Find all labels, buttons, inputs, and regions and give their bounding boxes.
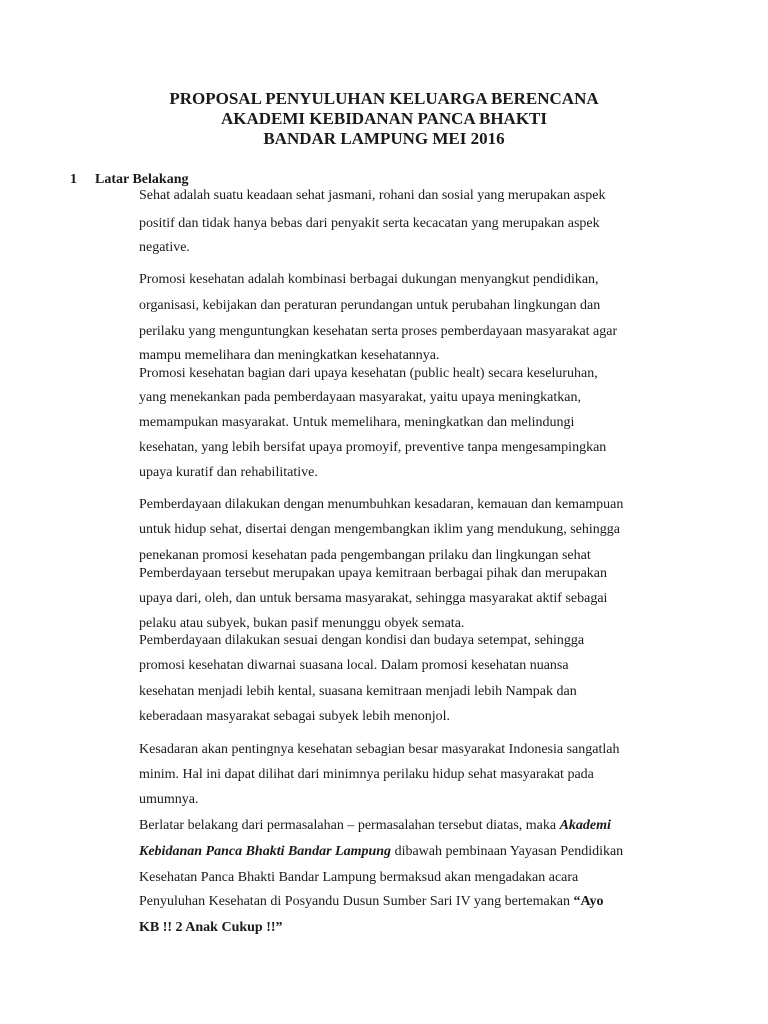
theme-text: “Ayo bbox=[573, 894, 604, 909]
body-line: Sehat adalah suatu keadaan sehat jasmani, rohani dan sosial yang merupakan aspek bbox=[139, 188, 606, 203]
body-text: dibawah pembinaan Yayasan Pendidikan bbox=[391, 844, 624, 859]
body-line: mampu memelihara dan meningkatkan kesehatannya. bbox=[139, 348, 440, 363]
body-line: Kesadaran akan pentingnya kesehatan sebagian besar masyarakat Indonesia sangatlah bbox=[139, 742, 620, 757]
body-line: yang menekankan pada pemberdayaan masyarakat, yaitu upaya meningkatkan, bbox=[139, 390, 581, 405]
title-line-2: AKADEMI KEBIDANAN PANCA BHAKTI bbox=[220, 109, 547, 128]
body-line: Promosi kesehatan bagian dari upaya kesehatan (public healt) secara keseluruhan, bbox=[139, 366, 598, 381]
title-line-3: BANDAR LAMPUNG MEI 2016 bbox=[263, 129, 505, 148]
body-line: pelaku atau subyek, bukan pasif menunggu obyek semata. bbox=[139, 616, 465, 631]
body-line: promosi kesehatan diwarnai suasana local. Dalam promosi kesehatan nuansa bbox=[139, 658, 569, 673]
body-line: upaya dari, oleh, dan untuk bersama masyarakat, sehingga masyarakat aktif sebagai bbox=[139, 591, 608, 606]
section-heading bbox=[70, 172, 188, 188]
body-line: positif dan tidak hanya bebas dari penyakit serta kecacatan yang merupakan aspek bbox=[139, 216, 600, 231]
body-line: Promosi kesehatan adalah kombinasi berbagai dukungan menyangkut pendidikan, bbox=[139, 272, 599, 287]
theme-text: KB !! 2 Anak Cukup !!” bbox=[139, 920, 283, 935]
title-line-1: PROPOSAL PENYULUHAN KELUARGA BERENCANA bbox=[169, 89, 599, 108]
body-line bbox=[139, 818, 611, 834]
body-line: negative. bbox=[139, 240, 190, 255]
institution-name: Akademi bbox=[559, 818, 611, 833]
body-line: minim. Hal ini dapat dilihat dari minimnya perilaku hidup sehat masyarakat pada bbox=[139, 767, 594, 782]
body-text: Berlatar belakang dari permasalahan – permasalahan tersebut diatas, maka bbox=[139, 818, 560, 833]
body-line: upaya kuratif dan rehabilitative. bbox=[139, 465, 318, 480]
section-number: 1 bbox=[70, 172, 77, 187]
body-line: memampukan masyarakat. Untuk memelihara, meningkatkan dan melindungi bbox=[139, 415, 575, 430]
body-line: Pemberdayaan dilakukan sesuai dengan kondisi dan budaya setempat, sehingga bbox=[139, 633, 585, 648]
body-line: penekanan promosi kesehatan pada pengembangan prilaku dan lingkungan sehat bbox=[139, 548, 591, 563]
body-line: untuk hidup sehat, disertai dengan mengembangkan iklim yang mendukung, sehingga bbox=[139, 522, 620, 537]
body-line: Pemberdayaan tersebut merupakan upaya kemitraan berbagai pihak dan merupakan bbox=[139, 566, 608, 581]
body-text: Penyuluhan Kesehatan di Posyandu Dusun Sumber Sari IV yang bertemakan bbox=[139, 894, 574, 909]
body-line: kesehatan, yang lebih bersifat upaya promoyif, preventive tanpa mengesampingkan bbox=[139, 440, 607, 455]
body-line: Kesehatan Panca Bhakti Bandar Lampung bermaksud akan mengadakan acara bbox=[139, 870, 579, 885]
body-line bbox=[139, 844, 623, 860]
body-line: perilaku yang menguntungkan kesehatan serta proses pemberdayaan masyarakat agar bbox=[139, 324, 618, 339]
body-line: kesehatan menjadi lebih kental, suasana kemitraan menjadi lebih Nampak dan bbox=[139, 684, 577, 699]
section-title: Latar Belakang bbox=[95, 172, 189, 187]
body-line bbox=[139, 894, 604, 910]
institution-name: Kebidanan Panca Bhakti Bandar Lampung bbox=[139, 844, 392, 859]
body-line: Pemberdayaan dilakukan dengan menumbuhkan kesadaran, kemauan dan kemampuan bbox=[139, 497, 624, 512]
body-line: umumnya. bbox=[139, 792, 199, 807]
body-line: organisasi, kebijakan dan peraturan perundangan untuk perubahan lingkungan dan bbox=[139, 298, 601, 313]
body-line: keberadaan masyarakat sebagai subyek lebih menonjol. bbox=[139, 709, 450, 724]
